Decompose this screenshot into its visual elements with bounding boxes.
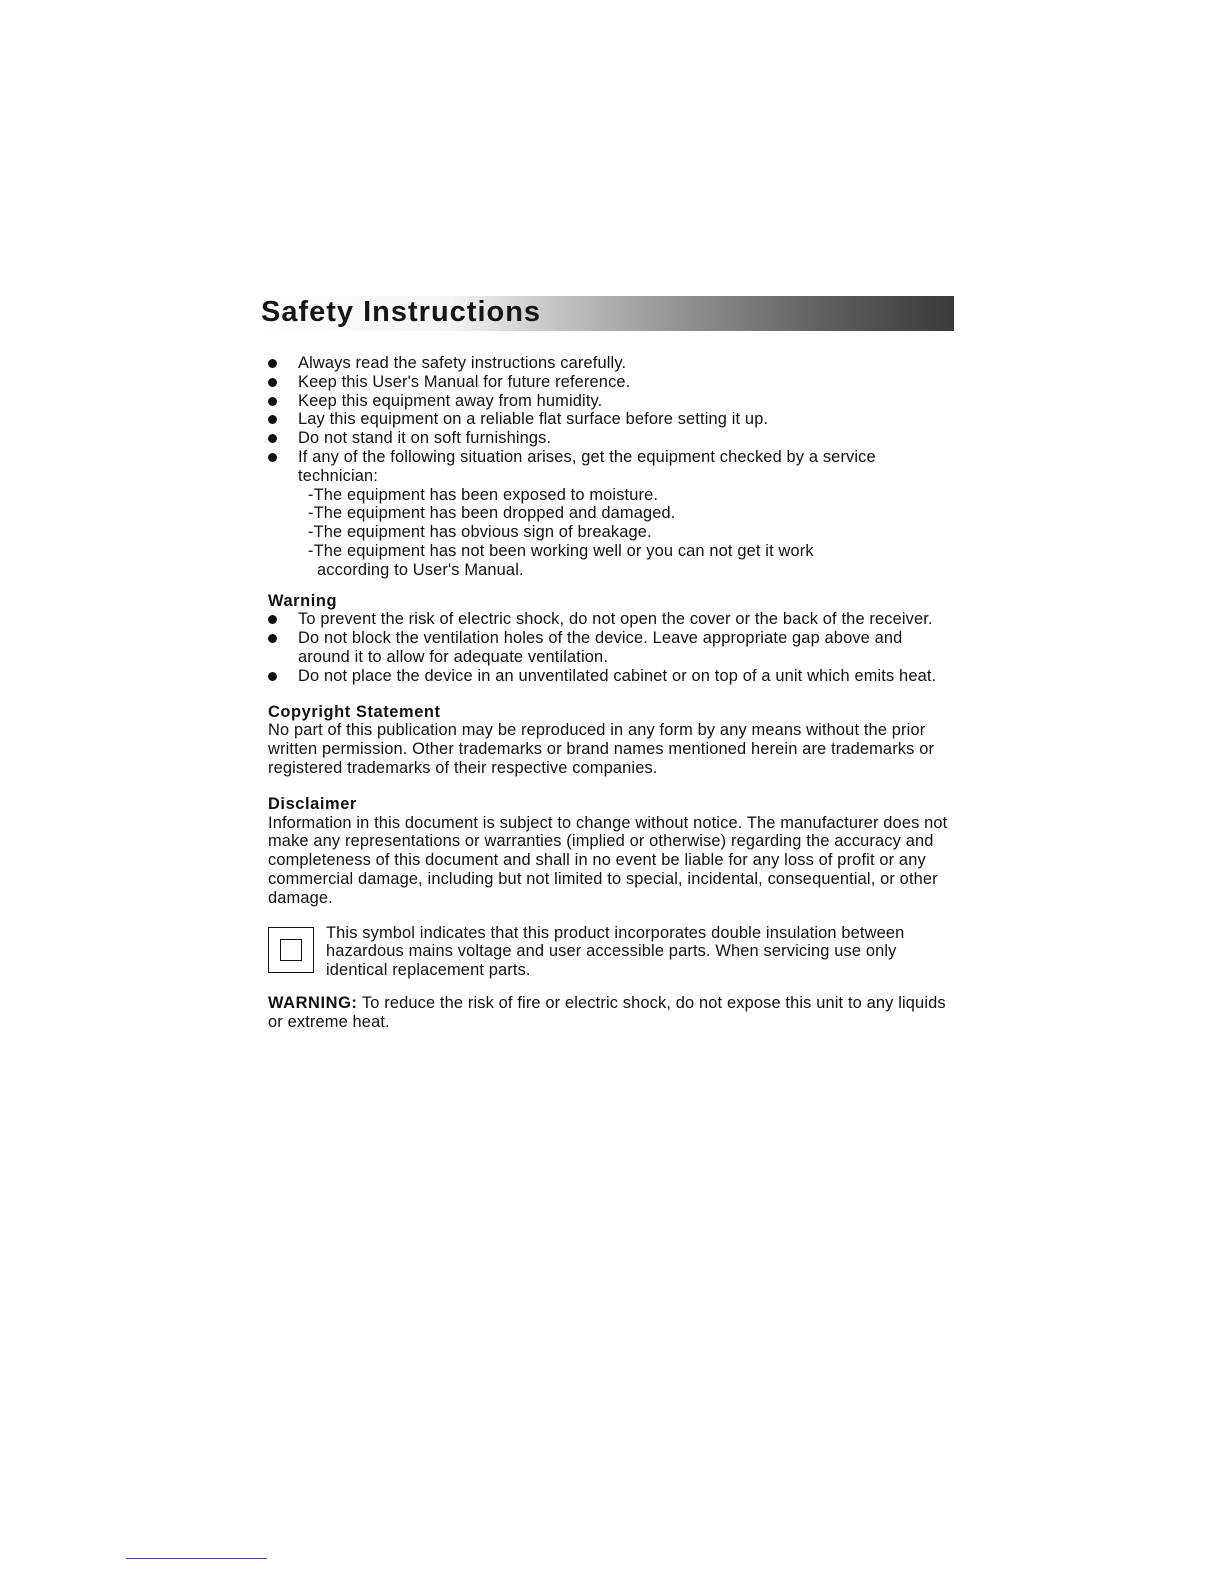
page-title: Safety Instructions (261, 296, 542, 328)
copyright-text: No part of this publication may be reproduced in any form by any means without the prior written permission. Other trademarks or brand names mentioned herein are trademarks or registered trademarks of their respective companies. (268, 721, 935, 777)
list-item-text: To prevent the risk of electric shock, do not open the cover or the back of the receiver. (298, 610, 933, 629)
warning-heading: Warning (268, 591, 338, 610)
situation-item-continuation: according to User's Manual. (317, 560, 524, 579)
list-item (268, 610, 948, 629)
situation-list (268, 486, 948, 580)
situation-item: -The equipment has been exposed to moisture. (308, 485, 659, 504)
title-banner (257, 296, 954, 331)
situation-item: -The equipment has been dropped and damaged. (308, 504, 676, 523)
list-item-text: Do not place the device in an unventilated cabinet or on top of a unit which emits heat. (298, 666, 937, 685)
bullet-icon (268, 397, 277, 406)
double-insulation-notice (268, 924, 948, 980)
list-item (268, 667, 948, 686)
list-item-text: Keep this User's Manual for future reference. (298, 372, 631, 391)
final-warning-text: To reduce the risk of fire or electric shock, do not expose this unit to any liquids or extreme heat. (268, 993, 946, 1031)
final-warning-label: WARNING: (268, 993, 358, 1012)
situation-item: -The equipment has obvious sign of breakage. (308, 523, 652, 542)
list-item (268, 448, 948, 486)
disclaimer-heading: Disclaimer (268, 794, 357, 813)
bullet-icon (268, 415, 277, 424)
double-insulation-text: This symbol indicates that this product incorporates double insulation between hazardous mains voltage and user accessible parts. When servicing use only identical replacement parts. (326, 923, 905, 980)
bullet-icon (268, 634, 277, 643)
bullet-icon (268, 615, 277, 624)
warning-list (268, 610, 948, 685)
double-insulation-inner-square (280, 939, 302, 961)
bullet-icon (268, 359, 277, 368)
list-item (268, 373, 948, 392)
list-item-text: Always read the safety instructions carefully. (298, 354, 627, 372)
list-item (268, 410, 948, 429)
list-item (268, 354, 948, 373)
final-warning (268, 994, 948, 1032)
bullet-icon (268, 672, 277, 681)
copyright-heading: Copyright Statement (268, 702, 441, 721)
instructions-body (268, 354, 948, 1032)
situation-item (308, 542, 948, 580)
safety-list (268, 354, 948, 486)
bullet-icon (268, 378, 277, 387)
list-item-text: Do not stand it on soft furnishings. (298, 429, 552, 448)
double-insulation-icon (268, 927, 314, 973)
footer-rule (126, 1558, 267, 1559)
list-item (268, 629, 948, 667)
list-item-text: Lay this equipment on a reliable flat surface before setting it up. (298, 410, 769, 429)
list-item (268, 392, 948, 411)
bullet-icon (268, 453, 277, 462)
situation-item-text: -The equipment has not been working well or you can not get it work (308, 541, 814, 560)
list-item-text: If any of the following situation arises, get the equipment checked by a service technician: (298, 447, 876, 485)
list-item (268, 429, 948, 448)
list-item-text: Keep this equipment away from humidity. (298, 391, 603, 410)
disclaimer-text: Information in this document is subject to change without notice. The manufacturer does not make any representations or warranties (implied or otherwise) regarding the accuracy and completeness of this document and shall in no event be liable for any loss of profit or any commercial damage, including but not limited to special, incidental, consequential, or other damage. (268, 813, 948, 907)
list-item-text: Do not block the ventilation holes of the device. Leave appropriate gap above and around it to allow for adequate ventilation. (298, 629, 903, 666)
bullet-icon (268, 434, 277, 443)
